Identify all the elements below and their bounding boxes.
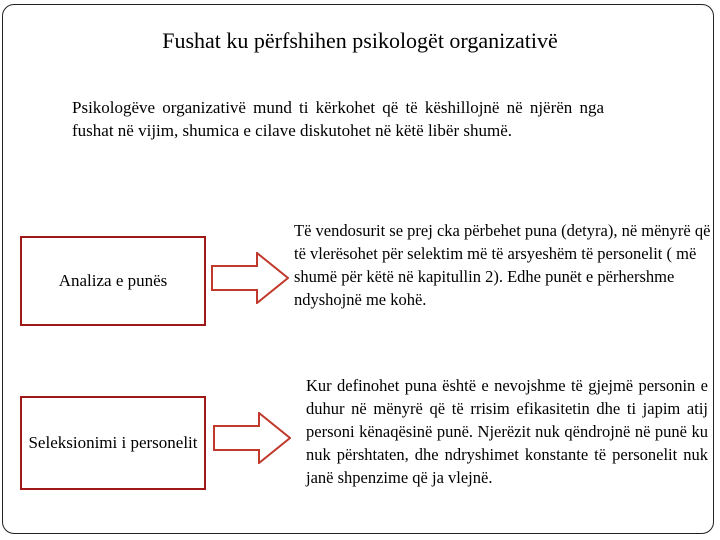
job-analysis-description: Të vendosurit se prej cka përbehet puna (detyra), në mënyrë që të vlerësohet për selektim më të arsyeshëm të personelit ( më shumë për këtë në kapitullin 2). Edhe punët e përhershme ndyshojnë me kohë. — [294, 221, 711, 309]
slide-title: Fushat ku përfshihen psikologët organizativë — [162, 28, 558, 53]
personnel-selection-description: Kur definohet puna është e nevojshme të gjejmë personin e duhur në mënyrë që të rrisim efikasitetin dhe ti japim atij personi kënaqësinë punë. Njerëzit nuk qëndrojnë në punë ku nuk përshtaten, dhe ndryshimet konstante të personelit nuk janë shpenzime që ja vlejnë. — [306, 376, 708, 487]
personnel-selection-box — [20, 396, 206, 490]
right-arrow-icon — [211, 252, 289, 304]
right-arrow-icon — [213, 412, 291, 464]
personnel-selection-label: Seleksionimi i personelit — [28, 433, 198, 452]
job-analysis-box — [20, 236, 206, 326]
job-analysis-label: Analiza e punës — [58, 271, 168, 290]
intro-paragraph: Psikologëve organizativë mund ti kërkohet që të këshillojnë në njërën nga fushat në vijim, shumica e cilave diskutohet në këtë libër shumë. — [72, 98, 604, 140]
